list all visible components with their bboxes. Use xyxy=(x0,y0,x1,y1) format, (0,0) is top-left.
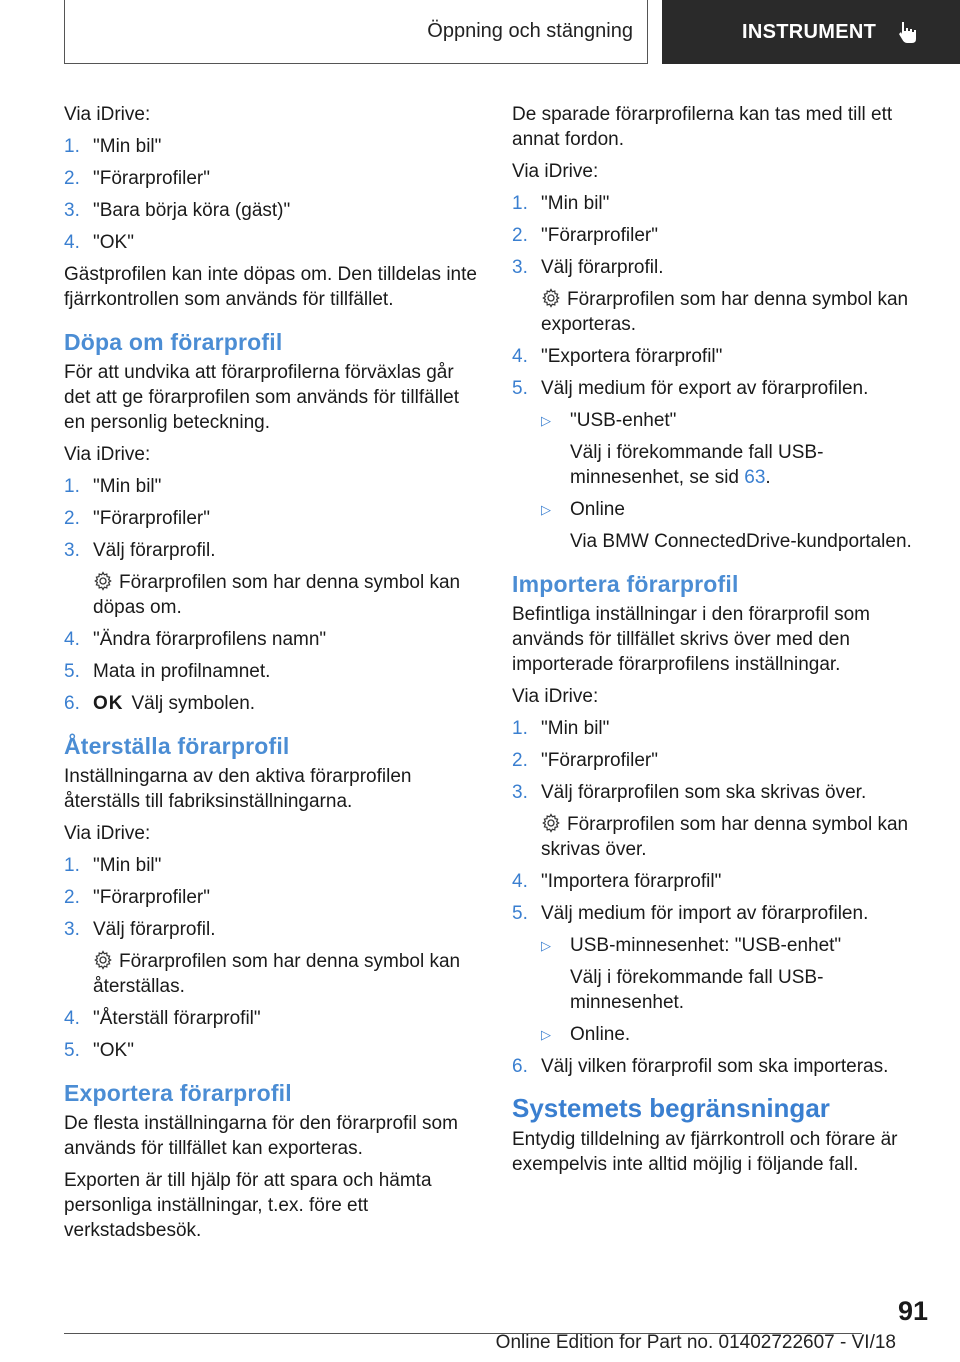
triangle-right-icon: ▷ xyxy=(541,1027,551,1042)
list-item: 2. "Förarprofiler" xyxy=(64,887,210,908)
hand-pointer-icon xyxy=(898,20,920,44)
heading-import: Importera förarprofil xyxy=(512,571,739,597)
export-text-1: De flesta inställningarna för den förarprofil som används för tillfället kan exporteras. xyxy=(64,1113,458,1159)
left-column xyxy=(64,102,484,1250)
list-item: 4. "Återställ förarprofil" xyxy=(64,1008,261,1029)
import-steps xyxy=(512,716,932,805)
list-item: 3. "Bara börja köra (gäst)" xyxy=(64,200,291,221)
heading-rename: Döpa om förarprofil xyxy=(64,329,283,355)
via-idrive: Via iDrive: xyxy=(512,686,599,707)
chapter-tab[interactable] xyxy=(662,0,960,64)
via-idrive: Via iDrive: xyxy=(512,161,599,182)
list-item: 1. "Min bil" xyxy=(512,193,610,214)
sub-note: Välj i förekommande fall USB-minnesenhet, se sid 63. xyxy=(570,442,824,488)
guest-steps xyxy=(64,134,484,255)
list-item: 5. "OK" xyxy=(64,1040,134,1061)
list-item: 2. "Förarprofiler" xyxy=(64,168,210,189)
list-item: 3. Välj förarprofil. xyxy=(64,540,216,561)
symbol-note: Förarprofilen som har denna symbol kan återställas. xyxy=(93,951,461,997)
list-item: 1. "Min bil" xyxy=(64,476,162,497)
sub-option: ▷ Online. xyxy=(541,1024,631,1045)
heading-export: Exportera förarprofil xyxy=(64,1080,292,1106)
list-item: 1. "Min bil" xyxy=(64,855,162,876)
limits-text: Entydig tilldelning av fjärrkontroll och förare är exempelvis inte alltid möjlig i följande fall. xyxy=(512,1129,898,1175)
list-item: 4. "OK" xyxy=(64,232,134,253)
via-idrive: Via iDrive: xyxy=(64,104,151,125)
export-steps xyxy=(512,191,932,280)
triangle-right-icon: ▷ xyxy=(541,502,551,517)
symbol-note: Förarprofilen som har denna symbol kan exporteras. xyxy=(541,289,909,335)
list-item: 1. "Min bil" xyxy=(64,136,162,157)
gear-icon xyxy=(541,288,561,308)
heading-limits: Systemets begränsningar xyxy=(512,1093,830,1123)
list-item: 2. "Förarprofiler" xyxy=(512,750,658,771)
sub-option: ▷ USB-minnesenhet: "USB-enhet" xyxy=(541,935,842,956)
export-steps-cont xyxy=(512,344,932,401)
list-item: 5. Välj medium för import av förarprofilen. xyxy=(512,903,869,924)
page-link[interactable]: 63 xyxy=(744,467,766,488)
sub-note: Via BMW ConnectedDrive-kundportalen. xyxy=(570,531,912,552)
rename-steps-cont xyxy=(64,627,484,716)
rename-text: För att undvika att förarprofilerna förväxlas går det att ge förarprofilen som används för tillfället en personlig beteckning. xyxy=(64,362,459,433)
page-header xyxy=(0,0,960,66)
list-item: 4. "Exportera förarprofil" xyxy=(512,346,723,367)
list-item: 6. OK Välj symbolen. xyxy=(64,693,256,714)
right-column xyxy=(512,102,932,1184)
list-item: 1. "Min bil" xyxy=(512,718,610,739)
chapter-title: INSTRUMENT xyxy=(742,20,877,43)
list-item: 3. Välj förarprofilen som ska skrivas över. xyxy=(512,782,867,803)
list-item: 5. Mata in profilnamnet. xyxy=(64,661,271,682)
list-item: 4. "Ändra förarprofilens namn" xyxy=(64,629,327,650)
reset-steps xyxy=(64,853,484,942)
section-title: Öppning och stängning xyxy=(427,20,633,42)
gear-icon xyxy=(93,571,113,591)
list-item: 3. Välj förarprofil. xyxy=(512,257,664,278)
page-number: 91 xyxy=(897,1296,928,1326)
import-steps-end xyxy=(512,1054,932,1079)
list-item: 2. "Förarprofiler" xyxy=(512,225,658,246)
rename-steps xyxy=(64,474,484,563)
list-item: 4. "Importera förarprofil" xyxy=(512,871,722,892)
triangle-right-icon: ▷ xyxy=(541,938,551,953)
symbol-note: Förarprofilen som har denna symbol kan skrivas över. xyxy=(541,814,909,860)
import-text: Befintliga inställningar i den förarprofil som används för tillfället skrivs över med den importerade förarprofilens inställningar. xyxy=(512,604,871,675)
list-item: 3. Välj förarprofil. xyxy=(64,919,216,940)
export-text-2: Exporten är till hjälp för att spara och hämta personliga inställningar, t.ex. före ett verkstadsbesök. xyxy=(64,1170,432,1241)
list-item: 5. Välj medium för export av förarprofilen. xyxy=(512,378,869,399)
sub-option: ▷ "USB-enhet" xyxy=(541,410,677,431)
import-steps-cont xyxy=(512,869,932,926)
ok-icon: OK xyxy=(93,693,124,714)
guest-note: Gästprofilen kan inte döpas om. Den tilldelas inte fjärrkontrollen som används för tillfället. xyxy=(64,264,477,310)
via-idrive: Via iDrive: xyxy=(64,444,151,465)
list-item: 6. Välj vilken förarprofil som ska importeras. xyxy=(512,1056,889,1077)
gear-icon xyxy=(541,813,561,833)
edition-footer: Online Edition for Part no. 01402722607 - VI/18 xyxy=(495,1332,896,1353)
heading-reset: Återställa förarprofil xyxy=(64,733,290,759)
list-item: 2. "Förarprofiler" xyxy=(64,508,210,529)
symbol-note: Förarprofilen som har denna symbol kan döpas om. xyxy=(93,572,461,618)
gear-icon xyxy=(93,950,113,970)
sub-note: Välj i förekommande fall USB-minnesenhet. xyxy=(570,967,824,1013)
via-idrive: Via iDrive: xyxy=(64,823,151,844)
reset-text: Inställningarna av den aktiva förarprofilen återställs till fabriksinställningarna. xyxy=(64,766,412,812)
sub-option: ▷ Online xyxy=(541,499,625,520)
section-tab[interactable] xyxy=(64,0,648,64)
triangle-right-icon: ▷ xyxy=(541,413,551,428)
reset-steps-cont xyxy=(64,1006,484,1063)
export-cont-text: De sparade förarprofilerna kan tas med till ett annat fordon. xyxy=(512,104,893,150)
